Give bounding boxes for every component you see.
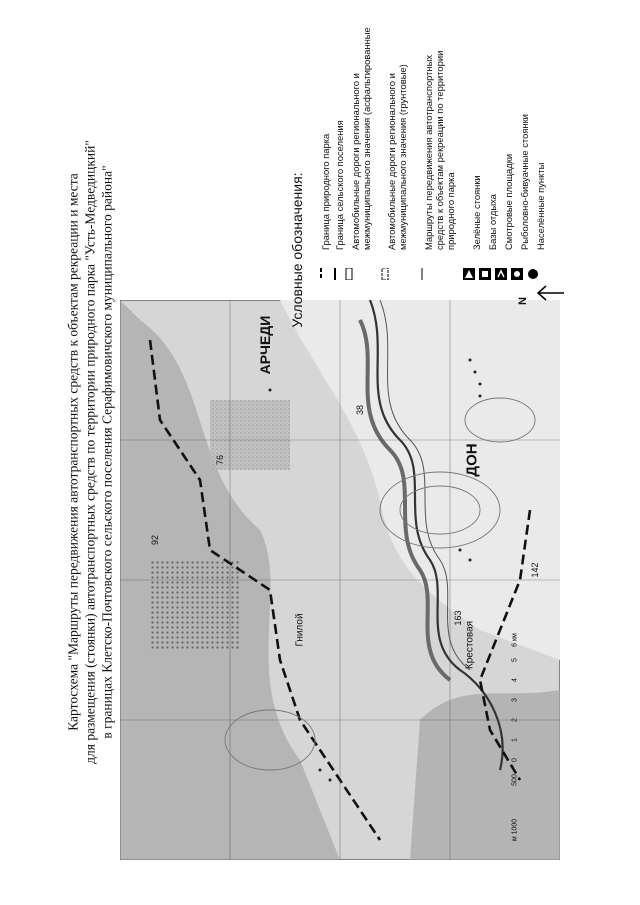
map-label-76: 76 [215, 454, 225, 466]
map-label-92: 92 [150, 534, 160, 546]
legend-item-fishing-camp: Рыболовно-бивуачные стоянки [519, 114, 530, 250]
map-label-38: 38 [355, 404, 365, 416]
scale-label-3: 3 [511, 698, 519, 702]
route-icon [417, 268, 427, 280]
settlement-boundary-icon [330, 268, 340, 280]
document-title [65, 62, 116, 842]
map-label-krestovaya: Крестовая [464, 620, 476, 670]
legend-item-recreation-base: Базы отдыха [487, 194, 498, 250]
legend-item-dirt-road-2: межмуниципального значения (грунтовые) [397, 64, 408, 250]
map-label-archedi: АРЧЕДИ [257, 315, 273, 375]
park-boundary-icon [316, 268, 326, 280]
map-label-gniloy: Гнилой [294, 613, 306, 647]
settlement-dot-icon [527, 268, 539, 280]
north-arrow-icon [536, 283, 566, 303]
title-line-1: Картосхема "Маршруты передвижения автотранспортных средств к объектам рекреации и места [65, 173, 81, 731]
legend-item-settlements: Населённые пункты [535, 162, 546, 250]
legend-item-route-1: Маршруты передвижения автотранспортных [423, 54, 434, 250]
legend-item-route-3: природного парка [445, 172, 456, 250]
legend-item-route-2: средств к объектам рекреации по территории [434, 50, 445, 250]
scale-label-5: 5 [511, 658, 519, 662]
recreation-base-icon [479, 268, 491, 280]
legend-item-settlement-boundary: Граница сельского поселения [334, 120, 345, 250]
viewpoint-icon [495, 268, 507, 280]
scale-label-m1000: м 1000 [511, 818, 519, 842]
scale-label-1: 1 [511, 738, 519, 742]
scale-label-6km: 6 км [511, 633, 519, 647]
legend-item-dirt-road-1: Автомобильные дороги регионального и [386, 73, 397, 250]
legend-item-asphalt-road-1: Автомобильные дороги регионального и [350, 73, 361, 250]
dirt-road-icon [380, 268, 390, 280]
scale-label-2: 2 [511, 718, 519, 722]
legend-item-green-parking: Зелёные стоянки [471, 175, 482, 250]
fishing-camp-icon [511, 268, 523, 280]
map-image [120, 300, 560, 860]
north-label: N [517, 297, 529, 305]
map-label-163: 163 [453, 610, 463, 626]
legend-item-viewpoint: Смотровые площадки [503, 153, 514, 250]
scale-label-500: 500 [511, 774, 519, 786]
legend-item-asphalt-road-2: межмуниципального значения (асфальтированные [361, 27, 372, 250]
asphalt-road-icon [344, 268, 354, 280]
map-label-142: 142 [530, 562, 540, 578]
title-line-3: в границах Клетско-Почтовского сельского поселения Серафимовичского муниципального района" [99, 165, 115, 739]
green-parking-icon [463, 268, 475, 280]
map-label-don: ДОН [463, 443, 481, 477]
scale-label-0: 0 [511, 758, 519, 762]
legend-item-park-boundary: Граница природного парка [320, 133, 331, 250]
legend-heading: Условные обозначения: [289, 172, 305, 328]
title-line-2: для размещения (стоянки) автотранспортных средств по территории природного парка "Усть-Медведицкий" [82, 140, 98, 764]
scale-label-4: 4 [511, 678, 519, 682]
